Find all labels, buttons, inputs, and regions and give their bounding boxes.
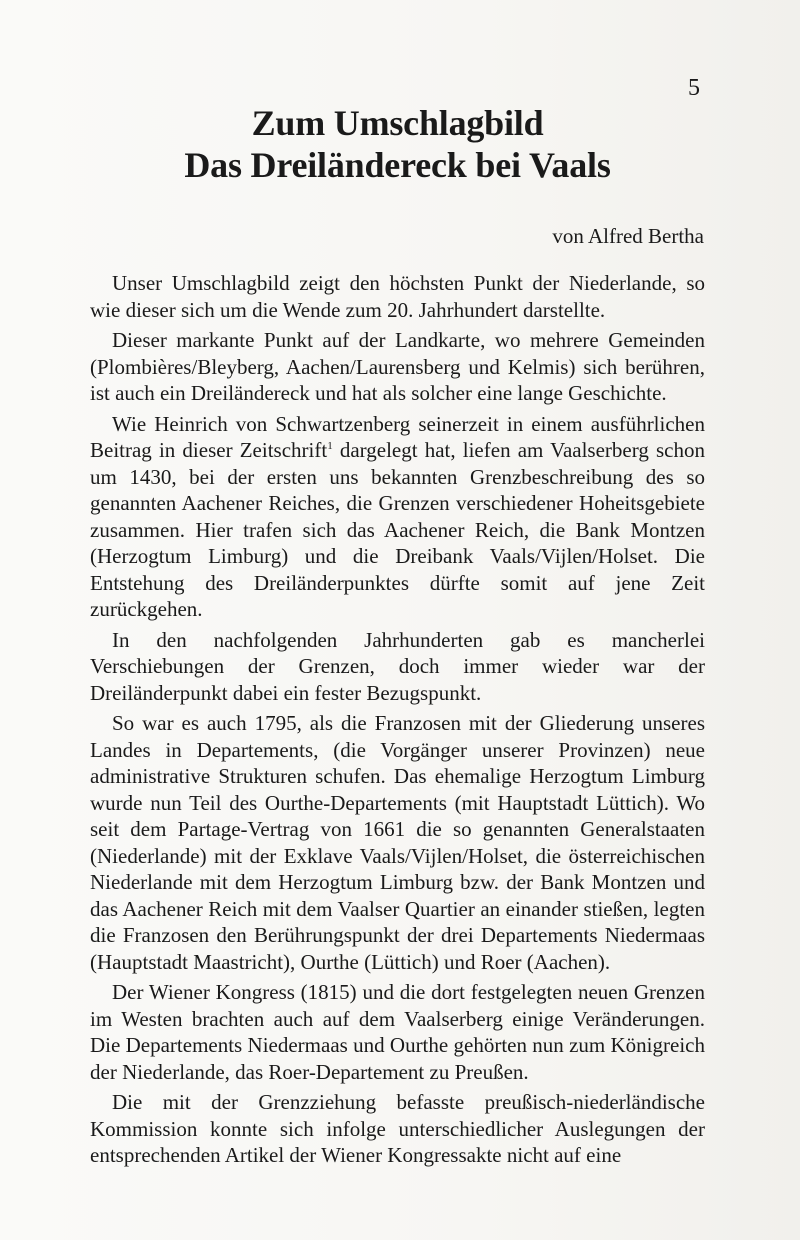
- page-number: 5: [688, 75, 700, 101]
- article-body: [90, 270, 705, 1169]
- article-title: [90, 102, 705, 186]
- paragraph-6: Der Wiener Kongress (1815) und die dort festgelegten neuen Grenzen im Westen brachten auch auf dem Vaalserberg einige Veränderungen. Die Departements Niedermaas und Ourthe gehörten nun zum Königreich der Niederlande, das Roer-Departement zu Preußen.: [90, 980, 705, 1084]
- title-line-2: Das Dreiländereck bei Vaals: [184, 145, 611, 185]
- paragraph-5: So war es auch 1795, als die Franzosen mit der Gliederung unseres Landes in Departements, (die Vorgänger unserer Provinzen) neue administrative Strukturen schufen. Das ehemalige Herzogtum Limburg wurde nun Teil des Ourthe-Departements (mit Hauptstadt Lüttich). Wo seit dem Partage-Vertrag von 1661 die so genannten Generalstaaten (Niederlande) mit der Exklave Vaals/Vijlen/Holset, die österreichischen Niederlande mit dem Herzogtum Limburg bzw. der Bank Montzen und das Aachener Reich mit dem Vaalser Quartier an einander stießen, legten die Franzosen den Berührungspunkt der drei Departements Niedermaas (Hauptstadt Maastricht), Ourthe (Lüttich) und Roer (Aachen).: [90, 711, 705, 974]
- paragraph-1: Unser Umschlagbild zeigt den höchsten Punkt der Niederlande, so wie dieser sich um die Wende zum 20. Jahrhundert darstellte.: [90, 271, 705, 322]
- title-line-1: Zum Umschlagbild: [251, 103, 544, 143]
- paragraph-3-text-start: Wie Heinrich von Schwartzenberg seinerzeit in einem ausführlichen Beitrag in dieser Zeitschrift: [90, 411, 705, 462]
- paragraph-4: In den nachfolgenden Jahrhunderten gab es mancherlei Verschiebungen der Grenzen, doch immer wieder war der Dreiländerpunkt dabei ein fester Bezugspunkt.: [90, 627, 705, 705]
- paragraph-7: Die mit der Grenzziehung befasste preußisch-niederländische Kommission konnte sich infolge unterschiedlicher Auslegungen der entsprechenden Artikel der Wiener Kongressakte nicht auf eine: [90, 1090, 705, 1167]
- paragraph-3: [90, 411, 705, 623]
- paragraph-2: Dieser markante Punkt auf der Landkarte, wo mehrere Gemeinden (Plombières/Bleyberg, Aachen/Laurensberg und Kelmis) sich berühren, ist auch ein Dreiländereck und hat als solcher eine lange Geschichte.: [90, 328, 705, 405]
- author-byline: von Alfred Bertha: [552, 224, 704, 248]
- footnote-reference[interactable]: 1: [327, 440, 333, 452]
- paragraph-3-text-end: dargelegt hat, liefen am Vaalserberg schon um 1430, bei der ersten uns bekannten Grenzbeschreibung des so genannten Aachener Reiches, die Grenzen verschiedener Hoheitsgebiete zusammen. Hier trafen sich das Aachener Reich, die Bank Montzen (Herzogtum Limburg) und die Dreibank Vaals/Vijlen/Holset. Die Entstehung des Dreiländerpunktes dürfte somit auf jene Zeit zurückgehen.: [90, 438, 705, 621]
